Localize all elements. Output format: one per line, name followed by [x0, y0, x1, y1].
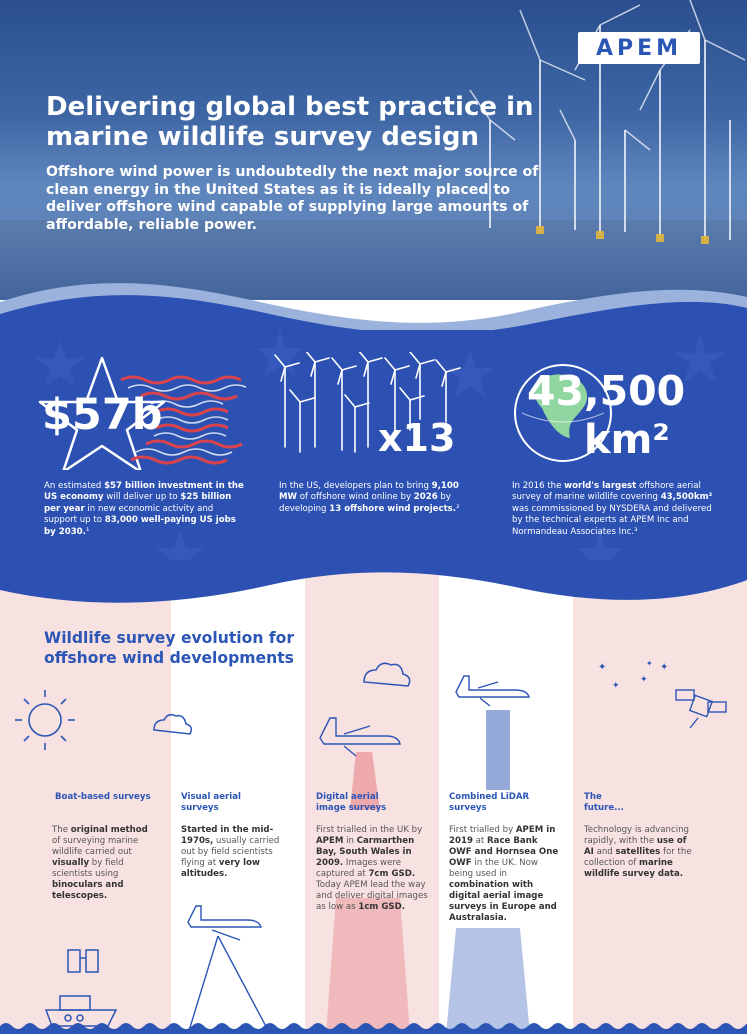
bold-text-segment: Race Bank OWF and Hornsea One OWF [449, 836, 559, 868]
intro-text: Offshore wind power is undoubtedly the next major source of clean energy in the United States as it is ideally placed to deliver offshore wind capable of supplying large amounts of affordable, reliable power. [46, 164, 539, 233]
text-segment: by field scientists using [52, 858, 124, 879]
hero-section [0, 0, 747, 300]
text-segment: of surveying marine wildlife carried out [52, 836, 139, 857]
svg-text:✦: ✦ [640, 675, 648, 685]
svg-text:✦: ✦ [660, 662, 669, 673]
text-segment: First trialled by [449, 825, 516, 835]
bold-text-segment: use of AI [584, 836, 687, 857]
column-3-text [316, 825, 434, 913]
bold-text-segment: $57 billion investment in the US economy [44, 481, 244, 503]
bold-text-segment: marine wildlife survey data. [584, 858, 684, 879]
column-1-heading: Boat-based surveys [55, 792, 151, 802]
star-icons [598, 660, 668, 691]
text-segment: The [52, 825, 71, 835]
column-4-heading: Combined LiDAR surveys [449, 792, 530, 813]
page-title: Delivering global best practice in marine wildlife survey design [46, 92, 534, 152]
text-segment: by developing [279, 492, 451, 514]
image-beam-icon [326, 898, 410, 1034]
text-segment: First trialled in the UK by [316, 825, 423, 835]
bold-text-segment: 7cm GSD. [368, 869, 416, 879]
text-segment: will deliver up to [103, 492, 181, 503]
stats-section [0, 330, 747, 590]
text-segment: offshore aerial survey of marine wildlife covering [512, 481, 701, 503]
text-segment: In 2016 the [512, 481, 565, 491]
stat-2-figure: x13 [378, 416, 456, 460]
bold-text-segment: APEM [316, 836, 344, 846]
wave-divider-bottom [0, 560, 747, 630]
plane-icon [188, 906, 270, 1034]
text-segment: ¹ [85, 526, 90, 537]
binoculars-icon [68, 950, 98, 972]
svg-text:✦: ✦ [612, 681, 620, 691]
text-segment: Images were captured at [316, 858, 401, 879]
bold-text-segment: world's largest [564, 481, 637, 491]
cloud-icon [364, 663, 410, 686]
lidar-beam-icon [446, 928, 530, 1034]
bold-text-segment: satellites [615, 847, 661, 857]
bold-text-segment: Started in the mid-1970s, [181, 825, 274, 846]
column-4-text [449, 825, 561, 924]
logo-text: APEM [595, 35, 683, 61]
column-1-text [52, 825, 158, 902]
stat-3-figure-unit: km² [584, 417, 670, 463]
text-segment: usually carried out by field scientists flying at [181, 836, 280, 868]
bold-text-segment: 43,500km² [660, 492, 713, 503]
stat-1-text [44, 481, 244, 538]
cloud-icon [154, 715, 191, 734]
stat-3-text [512, 481, 722, 538]
text-segment: Technology is advancing rapidly, with the [584, 825, 689, 846]
lidar-beam-icon [486, 710, 510, 790]
text-segment: for the collection of [584, 847, 692, 868]
column-5-text [584, 825, 696, 880]
bold-text-segment: original method [70, 825, 148, 835]
text-segment: was commissioned by NYSDERA and delivered by the technical experts at APEM Inc and Normandeau Associates Inc.³ [512, 503, 712, 537]
evolution-title: Wildlife survey evolution for offshore wind developments [44, 629, 295, 667]
sun-icon [15, 690, 75, 750]
column-2-heading: Visual aerial surveys [181, 792, 241, 813]
text-segment: in new economic activity and support up to [44, 503, 214, 526]
text-segment: ² [456, 503, 460, 514]
bold-text-segment: binoculars and telescopes. [52, 880, 124, 901]
text-segment: An estimated [44, 481, 105, 491]
text-segment: in the UK. Now being used in [449, 858, 538, 879]
bold-text-segment: very low altitudes. [181, 858, 260, 879]
bold-text-segment: 9,100 MW [279, 481, 459, 503]
stat-1-figure: $57b [42, 390, 163, 440]
text-segment: and [593, 847, 616, 857]
bold-text-segment: $25 billion per year [44, 492, 232, 514]
apem-logo[interactable] [578, 32, 700, 64]
boat-icon [46, 996, 116, 1026]
bold-text-segment: 2026 [413, 492, 438, 503]
satellite-icon [676, 690, 726, 728]
svg-text:✦: ✦ [598, 662, 607, 673]
bold-text-segment: 83,000 well-paying US jobs by 2030. [44, 515, 236, 537]
bold-text-segment: combination with digital aerial image surveys in Europe and Australasia. [449, 880, 557, 923]
text-segment: at [472, 836, 488, 846]
text-segment: in [343, 836, 357, 846]
bold-text-segment: visually [52, 858, 90, 868]
bold-text-segment: Carmarthen Bay, South Wales in 2009. [316, 836, 415, 868]
column-5-heading: The future... [584, 792, 624, 813]
column-3-heading: Digital aerial image surveys [316, 792, 387, 813]
text-segment: Today APEM lead the way and deliver digital images as low as [316, 880, 428, 912]
bold-text-segment: 13 offshore wind projects. [329, 503, 457, 514]
plane-icon [320, 718, 400, 756]
column-2-text [181, 825, 291, 880]
svg-text:✦: ✦ [646, 660, 653, 668]
bold-text-segment: 1cm GSD. [358, 902, 406, 912]
bold-text-segment: APEM in 2019 [449, 825, 556, 846]
plane-icon [456, 676, 529, 706]
text-segment: In the US, developers plan to bring [279, 481, 432, 491]
stat-3-figure-number: 43,500 [527, 367, 686, 415]
stat-2-text [279, 481, 469, 515]
text-segment: of offshore wind online by [297, 492, 414, 503]
